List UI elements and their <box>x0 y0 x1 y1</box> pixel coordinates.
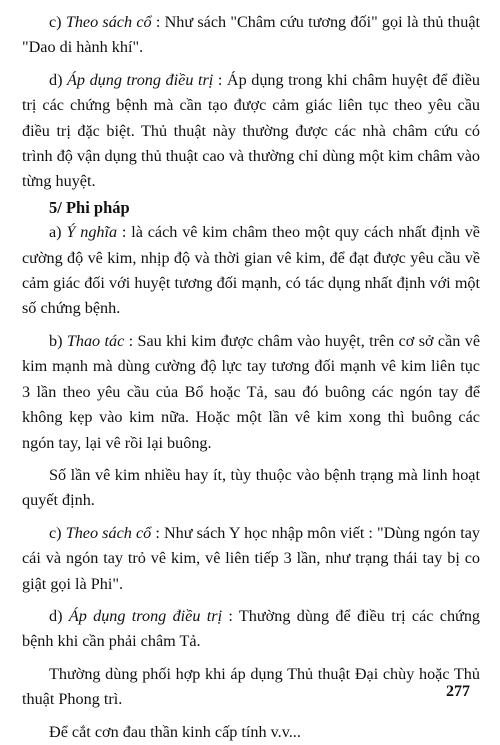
item-term: Ý nghĩa <box>66 223 118 242</box>
paragraph-c-theo-sach-co <box>22 10 480 61</box>
paragraph-d-ap-dung <box>22 68 480 195</box>
item-marker: a) <box>49 223 67 242</box>
item-text: : Như sách Y học nhập môn viết : "Dùng ngón tay cái và ngón tay trỏ vê kim, vê liên tiếp 3 lần, như trạng thái tay bị co giật gọi là Phi". <box>22 523 480 593</box>
item-term: Áp dụng trong điều trị <box>67 70 214 89</box>
paragraph-b-thao-tac <box>22 329 480 456</box>
item-text: : Thường dùng để điều trị các chứng bệnh khi cần phải châm Tả. <box>22 606 481 651</box>
item-text: : Như sách "Châm cứu tương đối" gọi là thủ thuật "Dao di hành khí". <box>22 13 481 57</box>
paragraph-d-ap-dung-2 <box>22 604 480 655</box>
item-marker: c) <box>49 523 66 542</box>
item-term: Theo sách cổ <box>65 13 152 31</box>
item-marker: d) <box>49 70 68 89</box>
item-text: : là cách vê kim châm theo một quy cách nhất định về cường độ vê kim, nhịp độ và thời gian vê kim, để đạt được yêu cầu về cảm giác đối với huyệt tương đối mạnh, có tác dụng nhất định với một số chứng bệnh. <box>22 223 480 318</box>
item-marker: c) <box>49 13 66 31</box>
paragraph-c-theo-sach-co-2 <box>22 521 480 597</box>
item-text: : Sau khi kim được châm vào huyệt, trên cơ sở cần vê kim mạnh mà dùng cường độ lực tay tương đối mạnh vê kim liên tục 3 lần theo yêu cầu của Bổ hoặc Tả, sau đó buông các ngón tay để không kẹp vào kim nữa. Hoặc một lần vê kim xong thì buông các ngón tay, lại vê rồi lại buông. <box>22 331 481 452</box>
paragraph-cat-con-dau: Để cắt cơn đau thần kinh cấp tính v.v... <box>49 722 301 741</box>
item-marker: d) <box>49 606 69 625</box>
item-term: Theo sách cổ <box>65 523 152 542</box>
paragraph-a-y-nghia <box>22 220 480 322</box>
section-heading-phi-phap: 5/ Phi pháp <box>49 197 130 217</box>
paragraph-so-lan-ve-kim: Số lần vê kim nhiều hay ít, tùy thuộc vào bệnh trạng mà linh hoạt quyết định. <box>22 465 480 510</box>
item-text: : Áp dụng trong khi châm huyệt để điều trị các chứng bệnh mà cần tạo được cảm giác liên tục theo yêu cầu điều trị đặc biệt. Thủ thuật này thường được các nhà châm cứu có trình độ vận dụng thủ thuật cao và thường chỉ dùng một kim châm vào từng huyệt. <box>22 70 480 191</box>
item-term: Thao tác <box>66 331 125 350</box>
item-term: Áp dụng trong điều trị <box>68 606 223 625</box>
item-marker: b) <box>49 331 67 350</box>
page-number: 277 <box>446 683 470 700</box>
paragraph-phoi-hop: Thường dùng phối hợp khi áp dụng Thủ thuật Đại chùy hoặc Thủ thuật Phong trì. <box>22 664 480 709</box>
